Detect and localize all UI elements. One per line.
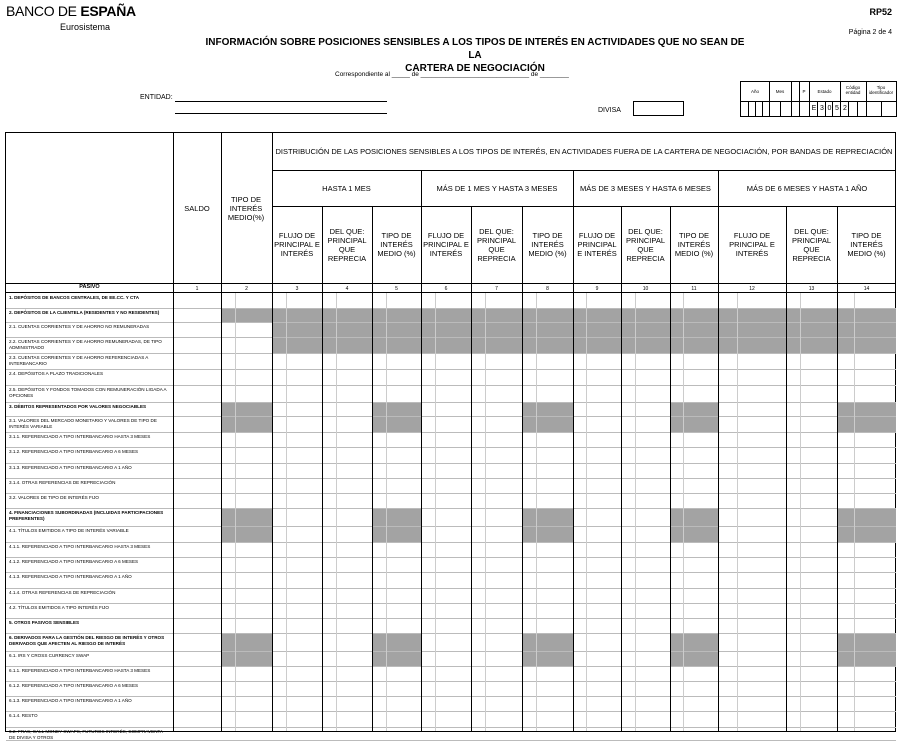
estado-char-1: 3	[817, 101, 826, 116]
row-label: 4.1.1. REFERENCIADO A TIPO INTERBANCARIO HASTA 3 MESES	[9, 544, 151, 549]
positions-table	[5, 132, 896, 740]
shaded-cell	[719, 338, 786, 353]
form-title-line1: INFORMACIÓN SOBRE POSICIONES SENSIBLES A LOS TIPOS DE INTERÉS EN ACTIVIDADES QUE NO SEAN DE LA	[205, 37, 745, 61]
col-header-tipo-interes: TIPO DE INTERÉS MEDIO(%)	[227, 194, 265, 222]
row-label: 6.1.1. REFERENCIADO A TIPO INTERBANCARIO HASTA 3 MESES	[9, 668, 151, 673]
divisa-label: DIVISA	[598, 107, 621, 114]
row-label: 3.1.1. REFERENCIADO A TIPO INTERBANCARIO HASTA 3 MESES	[9, 434, 151, 439]
form-title-line2: CARTERA DE NEGOCIACIÓN	[405, 63, 545, 74]
shaded-cell	[574, 309, 621, 322]
shaded-cell	[671, 417, 718, 432]
row-label: 3.1.3. REFERENCIADO A TIPO INTERBANCARIO A 1 AÑO	[9, 465, 132, 470]
column-number-3: 3	[295, 286, 299, 292]
row-label: 1. DEPÓSITOS DE BANCOS CENTRALES, DE EE.CC. Y CTA	[9, 295, 140, 300]
row-label: 4.1.4. OTRAS REFERENCIAS DE REPRECIACIÓN	[9, 590, 116, 595]
shaded-cell	[574, 338, 621, 353]
row-label: 4.1.3. REFERENCIADO A TIPO INTERBANCARIO A 1 AÑO	[9, 574, 132, 579]
shaded-cell	[373, 323, 421, 337]
shaded-cell	[838, 527, 896, 542]
shaded-cell	[787, 323, 837, 337]
row-label: 6.2. FRAS, CALL MONEY SWAPS, FUTUROS INTERÉS, COMPRAVENTA DE DIVISA Y OTROS	[9, 729, 163, 740]
shaded-cell	[787, 309, 837, 322]
row-label: 6.1.4. RESTO	[9, 713, 38, 718]
shaded-cell	[323, 323, 372, 337]
sub-header-col-4: DEL QUE: PRINCIPAL QUE REPRECIA	[327, 226, 367, 263]
shaded-cell	[523, 309, 573, 322]
shaded-cell	[422, 323, 471, 337]
form-code: RP52	[869, 7, 892, 17]
sub-header-col-5: TIPO DE INTERÉS MEDIO (%)	[377, 231, 416, 258]
shaded-cell	[719, 309, 786, 322]
sub-header-col-8: TIPO DE INTERÉS MEDIO (%)	[528, 231, 567, 258]
column-number-5: 5	[395, 286, 398, 292]
sub-header-col-7: DEL QUE: PRINCIPAL QUE REPRECIA	[476, 226, 517, 263]
form-title	[200, 36, 750, 75]
shaded-cell	[523, 417, 573, 432]
shaded-cell	[523, 509, 573, 526]
shaded-cell	[273, 338, 322, 353]
shaded-cell	[373, 652, 421, 666]
shaded-cell	[222, 652, 272, 666]
entidad-field-line1[interactable]	[175, 101, 387, 102]
shaded-cell	[671, 527, 718, 542]
sub-header-col-9: FLUJO DE PRINCIPAL E INTERÉS	[577, 231, 617, 258]
shaded-cell	[222, 417, 272, 432]
shaded-cell	[838, 323, 896, 337]
estado-char-4: 2	[840, 101, 849, 116]
column-number-12: 12	[749, 286, 755, 292]
estado-char-2: 0	[825, 101, 833, 116]
shaded-cell	[323, 338, 372, 353]
bank-logo-subtitle: Eurosistema	[60, 22, 111, 32]
shaded-cell	[472, 338, 522, 353]
column-number-6: 6	[444, 286, 448, 292]
column-number-11: 11	[691, 286, 697, 292]
shaded-cell	[523, 634, 573, 651]
shaded-cell	[671, 652, 718, 666]
row-label: 6.1.3. REFERENCIADO A TIPO INTERBANCARIO A 1 AÑO	[9, 698, 132, 703]
id-year-label: Año	[750, 89, 759, 94]
shaded-cell	[671, 309, 718, 322]
sub-header-col-12: FLUJO DE PRINCIPAL E INTERÉS	[729, 231, 775, 258]
row-label: 2.2. CUENTAS CORRIENTES Y DE AHORRO REMUNERADAS, DE TIPO ADMINISTRADO	[9, 339, 162, 350]
shaded-cell	[523, 403, 573, 416]
shaded-cell	[838, 403, 896, 416]
shaded-cell	[422, 338, 471, 353]
row-label: 2.1. CUENTAS CORRIENTES Y DE AHORRO NO REMUNERADAS	[9, 324, 150, 329]
column-number-2: 2	[245, 286, 248, 292]
shaded-cell	[222, 403, 272, 416]
bank-logo: BANCO DE ESPAÑA	[6, 3, 136, 19]
entidad-field-line2[interactable]	[175, 113, 387, 114]
shaded-cell	[622, 309, 670, 322]
shaded-cell	[373, 309, 421, 322]
shaded-cell	[719, 323, 786, 337]
band-header-3: MÁS DE 3 MESES Y HASTA 6 MESES	[580, 183, 711, 193]
shaded-cell	[838, 338, 896, 353]
page-indicator: Página 2 de 4	[848, 29, 892, 36]
row-label: 2.5. DEPÓSITOS Y FONDOS TOMADOS CON REMUNERACIÓN LIGADA A OPCIONES	[9, 387, 167, 398]
shaded-cell	[671, 509, 718, 526]
shaded-cell	[222, 309, 272, 322]
shaded-cell	[838, 509, 896, 526]
id-codigo-label: Código entidad	[845, 85, 861, 95]
column-number-4: 4	[345, 286, 349, 292]
shaded-cell	[523, 527, 573, 542]
sub-header-col-3: FLUJO DE PRINCIPAL E INTERÉS	[274, 231, 320, 258]
estado-char-3: 5	[832, 101, 841, 116]
reporting-period-field[interactable]: Correspondiente al _____ de ______________________________ de ________	[335, 71, 569, 78]
row-label: 3.1.4. OTRAS REFERENCIAS DE REPRECIACIÓN	[9, 480, 116, 485]
row-label: 4.1. TÍTULOS EMITIDOS A TIPO DE INTERÉS VARIABLE	[9, 528, 129, 533]
distribution-header: DISTRIBUCIÓN DE LAS POSICIONES SENSIBLES A LOS TIPOS DE INTERÉS, EN ACTIVIDADES FUERA DE LA CARTERA DE NEGOCIACIÓN, POR BANDAS DE REPRECIACIÓN	[275, 147, 893, 156]
sub-header-col-13: DEL QUE: PRINCIPAL QUE REPRECIA	[791, 226, 832, 263]
shaded-cell	[373, 634, 421, 651]
shaded-cell	[472, 323, 522, 337]
row-label: 2.4. DEPÓSITOS A PLAZO TRADICIONALES	[9, 371, 104, 376]
divisa-field[interactable]	[633, 101, 684, 116]
shaded-cell	[222, 527, 272, 542]
col-header-saldo: SALDO	[184, 203, 210, 213]
row-label: 6.1. IRS Y CROSS CURRENCY SWAP	[9, 653, 90, 658]
row-label: 2. DEPÓSITOS DE LA CLIENTELA (RESIDENTES Y NO RESIDENTES)	[9, 310, 160, 315]
shaded-cell	[574, 323, 621, 337]
column-number-13: 13	[808, 286, 815, 292]
shaded-cell	[787, 338, 837, 353]
column-number-7: 7	[495, 286, 498, 292]
shaded-cell	[222, 634, 272, 651]
shaded-cell	[222, 509, 272, 526]
shaded-cell	[472, 309, 522, 322]
row-label: 6. DERIVADOS PARA LA GESTIÓN DEL RIESGO DE INTERÉS Y OTROS DERIVADOS QUE AFECTEN AL RIESGO DE INTERÉS	[9, 635, 165, 646]
sub-header-col-14: TIPO DE INTERÉS MEDIO (%)	[847, 231, 886, 258]
shaded-cell	[671, 403, 718, 416]
band-header-4: MÁS DE 6 MESES Y HASTA 1 AÑO	[746, 183, 868, 193]
row-label: 3.1. VALORES DEL MERCADO MONETARIO Y VALORES DE TIPO DE INTERÉS VARIABLE	[9, 418, 157, 429]
row-label: 2.3. CUENTAS CORRIENTES Y DE AHORRO REFERENCIADAS A INTERBANCARIO	[9, 355, 149, 366]
shaded-cell	[373, 403, 421, 416]
column-number-1: 1	[195, 286, 199, 292]
id-p-label: P	[802, 89, 806, 94]
id-estado-label: Estado	[817, 89, 832, 94]
shaded-cell	[523, 652, 573, 666]
shaded-cell	[838, 309, 896, 322]
id-tipo-label: Tipo identificador	[868, 85, 894, 95]
shaded-cell	[622, 338, 670, 353]
shaded-cell	[671, 634, 718, 651]
shaded-cell	[622, 323, 670, 337]
sub-header-col-10: DEL QUE: PRINCIPAL QUE REPRECIA	[625, 226, 666, 263]
row-label: 4.1.2. REFERENCIADO A TIPO INTERBANCARIO A 6 MESES	[9, 559, 139, 564]
row-label: 3.2. VALORES DE TIPO DE INTERÉS FIJO	[9, 495, 99, 500]
row-label: 4. FINANCIACIONES SUBORDINADAS (INCLUIDAS PARTICIPACIONES PREFERENTES)	[9, 510, 164, 521]
shaded-cell	[523, 323, 573, 337]
shaded-cell	[373, 509, 421, 526]
shaded-cell	[273, 323, 322, 337]
sub-header-col-6: FLUJO DE PRINCIPAL E INTERÉS	[423, 231, 469, 258]
shaded-cell	[838, 417, 896, 432]
shaded-cell	[422, 309, 471, 322]
shaded-cell	[373, 338, 421, 353]
row-label: 6.1.2. REFERENCIADO A TIPO INTERBANCARIO A 6 MESES	[9, 683, 139, 688]
row-label: 3. DÉBITOS REPRESENTADOS POR VALORES NEGOCIABLES	[9, 404, 147, 409]
id-month-label: Mes	[775, 89, 785, 94]
row-label: 4.2. TÍTULOS EMITIDOS A TIPO INTERÉS FIJO	[9, 605, 109, 610]
shaded-cell	[273, 309, 322, 322]
shaded-cell	[323, 309, 372, 322]
row-label: 5. OTROS PASIVOS SENSIBLES	[9, 620, 80, 625]
band-header-2: MÁS DE 1 MES Y HASTA 3 MESES	[436, 183, 558, 193]
shaded-cell	[838, 634, 896, 651]
identification-box	[740, 81, 897, 117]
row-label: 3.1.2. REFERENCIADO A TIPO INTERBANCARIO A 6 MESES	[9, 449, 139, 454]
column-number-9: 9	[595, 286, 599, 292]
column-number-8: 8	[546, 286, 549, 292]
shaded-cell	[671, 323, 718, 337]
shaded-cell	[671, 338, 718, 353]
shaded-cell	[373, 527, 421, 542]
column-number-10: 10	[642, 286, 649, 292]
entidad-label: ENTIDAD:	[140, 94, 173, 101]
column-number-14: 14	[863, 286, 870, 292]
shaded-cell	[838, 652, 896, 666]
estado-char-0: E	[809, 101, 818, 116]
shaded-cell	[523, 338, 573, 353]
shaded-cell	[373, 417, 421, 432]
band-header-1: HASTA 1 MES	[322, 183, 371, 193]
sub-header-col-11: TIPO DE INTERÉS MEDIO (%)	[674, 231, 714, 258]
pasivo-header: PASIVO	[79, 284, 100, 290]
